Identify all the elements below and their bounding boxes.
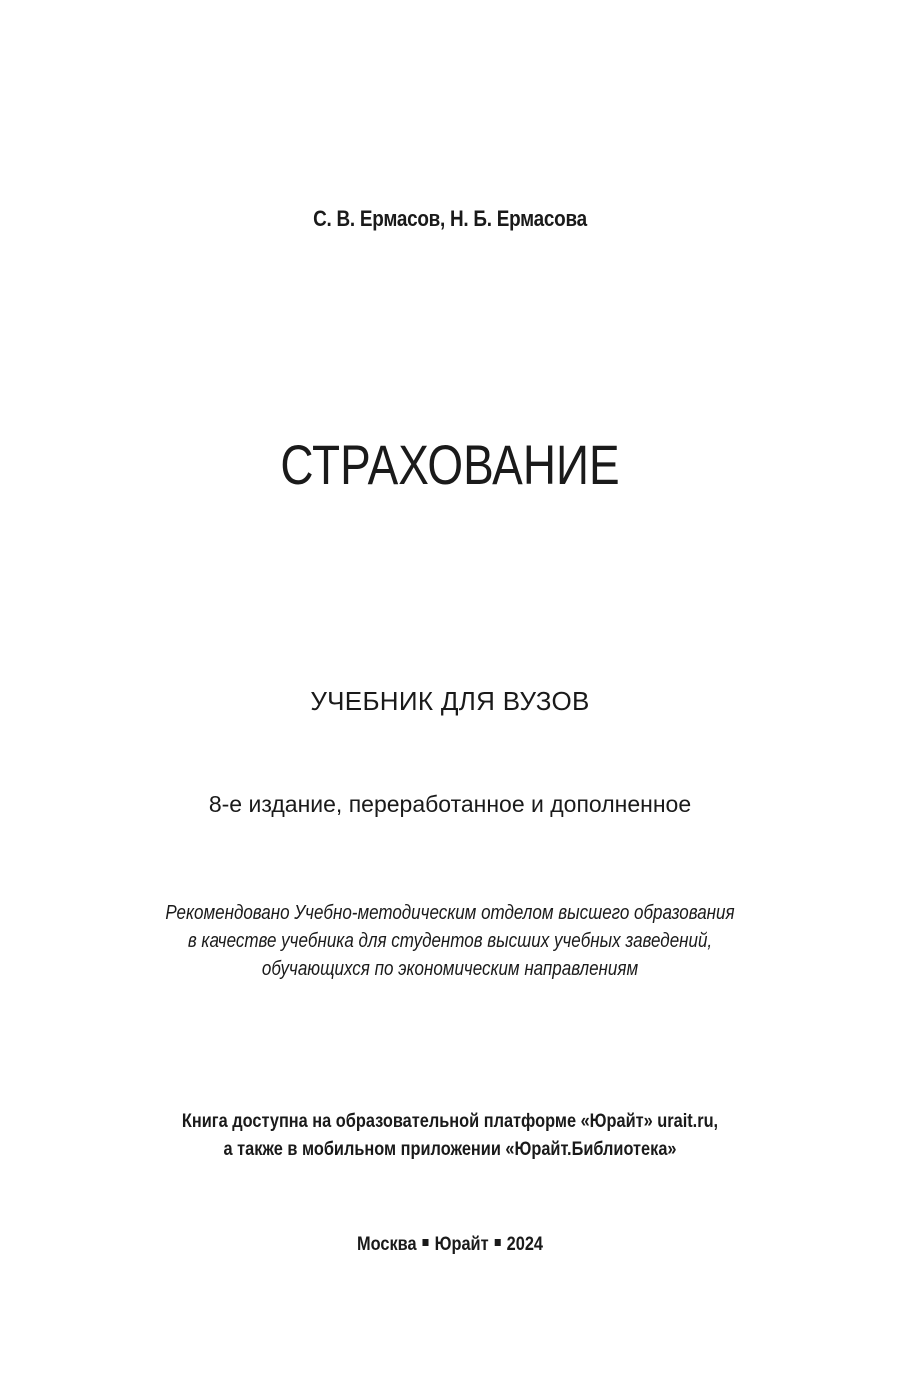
recommendation-line: в качестве учебника для студентов высших учебных заведений,: [187, 930, 713, 952]
square-separator-icon: [495, 1239, 501, 1246]
recommendation-line: Рекомендовано Учебно-методическим отделом высшего образования: [165, 902, 735, 924]
recommendation-note: [68, 899, 833, 983]
book-title: СТРАХОВАНИЕ: [280, 433, 620, 496]
availability-line: а также в мобильном приложении «Юрайт.Библиотека»: [223, 1139, 677, 1160]
imprint-city: Москва: [356, 1234, 417, 1255]
authors: С. В. Ермасов, Н. Б. Ермасова: [313, 206, 587, 231]
imprint-publisher: Юрайт: [434, 1234, 489, 1255]
availability-note: [63, 1108, 837, 1164]
availability-line: Книга доступна на образовательной платформе «Юрайт» urait.ru,: [181, 1111, 719, 1132]
edition-note: 8-е издание, переработанное и дополненное: [208, 791, 692, 817]
square-separator-icon: [423, 1239, 429, 1246]
imprint: [63, 1234, 837, 1256]
imprint-year: 2024: [506, 1234, 544, 1255]
book-subtitle: УЧЕБНИК ДЛЯ ВУЗОВ: [310, 686, 590, 716]
recommendation-line: обучающихся по экономическим направлениям: [261, 958, 639, 980]
